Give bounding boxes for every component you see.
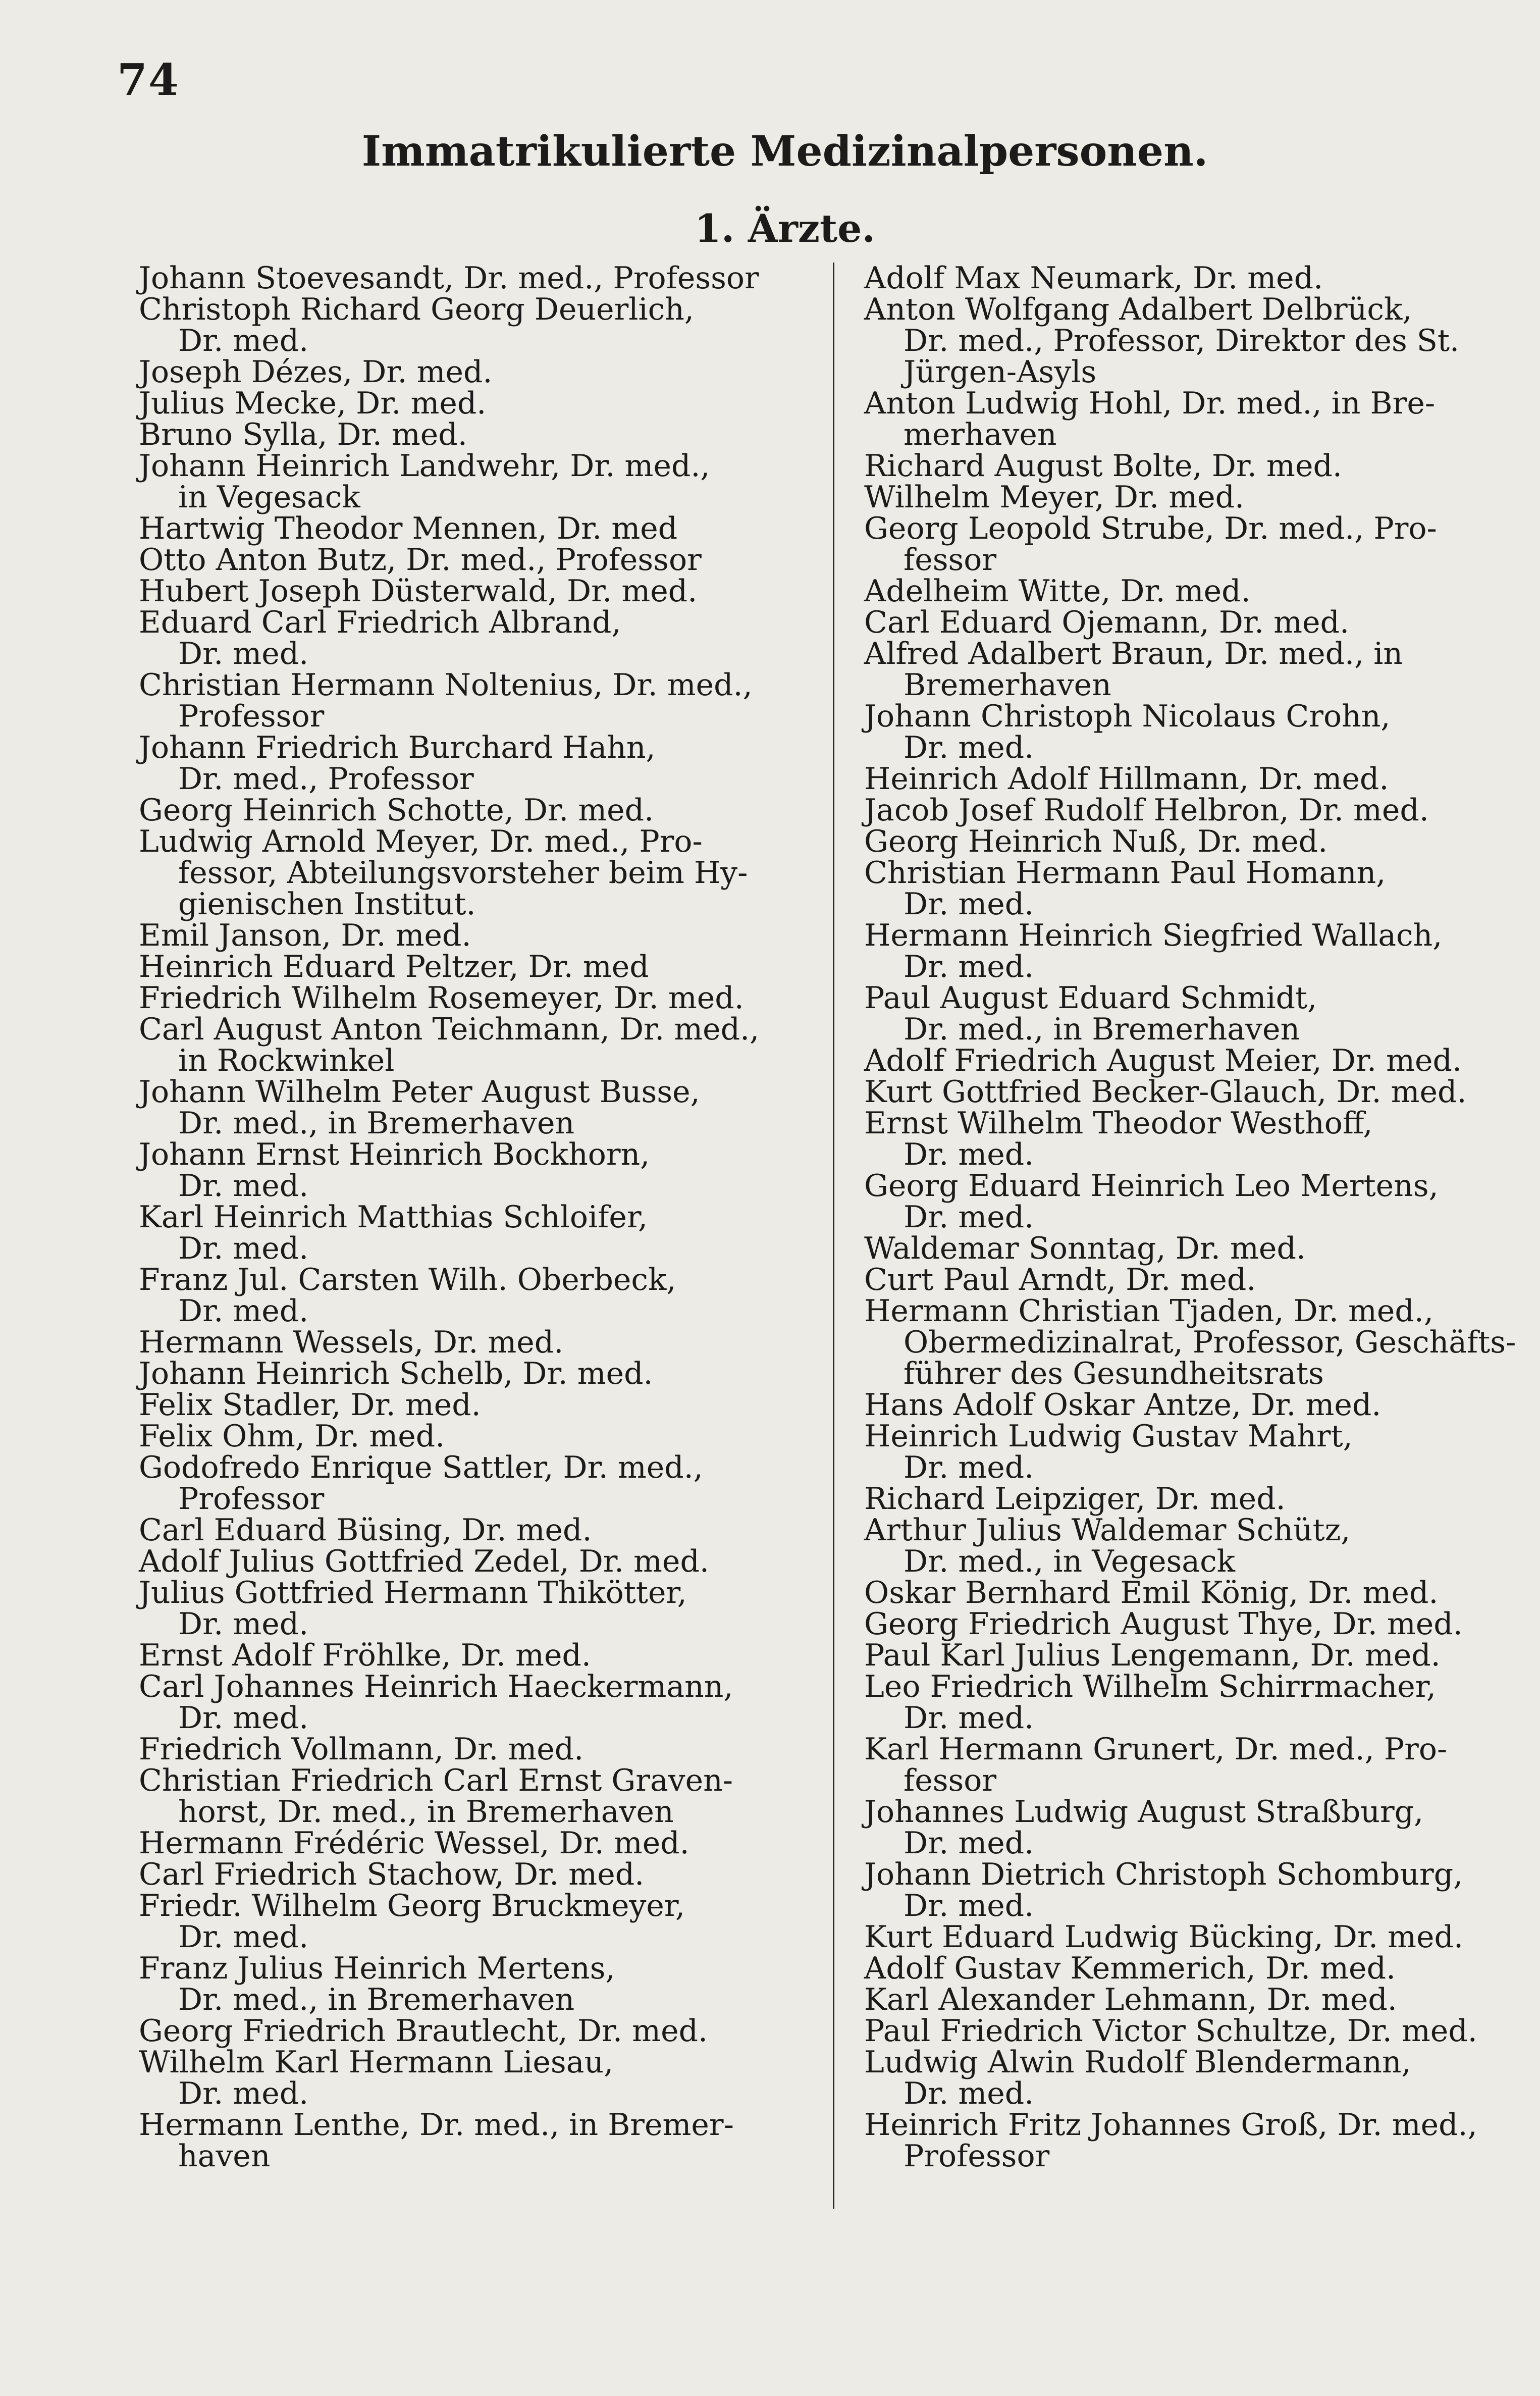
physician-entry bbox=[864, 1515, 1520, 1577]
physician-entry bbox=[139, 1452, 825, 1515]
entry-name-line: Julius Gottfried Hermann Thikötter, bbox=[139, 1575, 687, 1610]
physician-entry bbox=[139, 1577, 825, 1640]
physician-entry bbox=[139, 1828, 825, 1859]
entry-name-line: Adolf Max Neumark, Dr. med. bbox=[864, 261, 1323, 296]
physician-entry bbox=[139, 2015, 825, 2047]
entry-name-line: Carl Eduard Ojemann, Dr. med. bbox=[864, 605, 1350, 640]
entry-name-line: Karl Alexander Lehmann, Dr. med. bbox=[864, 1982, 1397, 2017]
physician-entry bbox=[139, 388, 825, 419]
physician-entry bbox=[139, 1515, 825, 1546]
entry-continuation-line: Dr. med. bbox=[904, 730, 1034, 765]
entry-continuation-line: Dr. med., in Vegesack bbox=[904, 1544, 1236, 1579]
physician-entry bbox=[864, 795, 1520, 826]
entry-continuation-line: Dr. med. bbox=[904, 949, 1034, 984]
entry-name-line: Oskar Bernhard Emil König, Dr. med. bbox=[864, 1575, 1439, 1610]
entry-name-line: Julius Mecke, Dr. med. bbox=[139, 386, 487, 421]
entry-name-line: Joseph Dézes, Dr. med. bbox=[139, 354, 493, 390]
entry-continuation-line: Dr. med., in Bremerhaven bbox=[178, 1982, 575, 2017]
physician-entry bbox=[139, 795, 825, 826]
entry-name-line: Heinrich Adolf Hillmann, Dr. med. bbox=[864, 761, 1389, 797]
entry-name-line: Paul Karl Julius Lengemann, Dr. med. bbox=[864, 1638, 1441, 1673]
entry-name-line: Johann Wilhelm Peter August Busse, bbox=[139, 1074, 700, 1110]
entry-name-line: Christian Friedrich Carl Ernst Graven- bbox=[139, 1763, 733, 1798]
physician-entry bbox=[864, 2109, 1520, 2172]
entry-continuation-line: merhaven bbox=[904, 417, 1057, 452]
entry-continuation-line: Dr. med., Professor bbox=[178, 761, 474, 797]
physician-entry bbox=[139, 450, 825, 513]
physician-entry bbox=[864, 2047, 1520, 2109]
physician-entry bbox=[864, 607, 1520, 638]
entry-name-line: Friedrich Vollmann, Dr. med. bbox=[139, 1732, 584, 1767]
entry-name-line: Felix Ohm, Dr. med. bbox=[139, 1419, 445, 1454]
entry-name-line: Georg Friedrich Brautlecht, Dr. med. bbox=[139, 2013, 708, 2049]
entry-continuation-line: Obermedizinalrat, Professor, Geschäfts- bbox=[904, 1325, 1516, 1360]
section-heading: 1. Ärzte. bbox=[695, 206, 875, 251]
physician-entry bbox=[139, 732, 825, 795]
entry-continuation-line: Dr. med., Professor, Direktor des St. bbox=[904, 323, 1460, 358]
physician-entry bbox=[139, 2109, 825, 2172]
entry-name-line: Kurt Gottfried Becker-Glauch, Dr. med. bbox=[864, 1074, 1467, 1110]
physician-entry bbox=[864, 450, 1520, 482]
entry-continuation-line: Dr. med. bbox=[904, 887, 1034, 922]
entry-name-line: Georg Leopold Strube, Dr. med., Pro- bbox=[864, 511, 1437, 546]
physician-entry bbox=[139, 356, 825, 388]
physician-entry bbox=[864, 576, 1520, 607]
physician-entry bbox=[139, 576, 825, 607]
physician-entry bbox=[864, 701, 1520, 763]
entry-name-line: Hermann Frédéric Wessel, Dr. med. bbox=[139, 1826, 689, 1861]
entry-name-line: Heinrich Ludwig Gustav Mahrt, bbox=[864, 1419, 1353, 1454]
physician-entry bbox=[864, 1108, 1520, 1170]
entry-name-line: Richard Leipziger, Dr. med. bbox=[864, 1481, 1286, 1517]
entry-name-line: Arthur Julius Waldemar Schütz, bbox=[864, 1513, 1351, 1548]
entry-name-line: Johann Stoevesandt, Dr. med., Professor bbox=[139, 261, 759, 296]
entry-name-line: Georg Eduard Heinrich Leo Mertens, bbox=[864, 1168, 1439, 1204]
entry-continuation-line: fessor bbox=[904, 1763, 997, 1798]
physician-entry bbox=[864, 1734, 1520, 1796]
entry-name-line: Johann Heinrich Landwehr, Dr. med., bbox=[139, 448, 710, 484]
entry-name-line: Ludwig Alwin Rudolf Blendermann, bbox=[864, 2045, 1411, 2080]
entry-name-line: Carl Johannes Heinrich Haeckermann, bbox=[139, 1669, 733, 1704]
physician-entry bbox=[864, 1233, 1520, 1264]
entry-name-line: Eduard Carl Friedrich Albrand, bbox=[139, 605, 621, 640]
entry-name-line: Johann Heinrich Schelb, Dr. med. bbox=[139, 1356, 653, 1391]
entry-name-line: Anton Ludwig Hohl, Dr. med., in Bre- bbox=[864, 386, 1436, 421]
physician-entry bbox=[139, 982, 825, 1014]
physician-entry bbox=[864, 1295, 1520, 1389]
entry-name-line: Christoph Richard Georg Deuerlich, bbox=[139, 292, 694, 327]
entry-continuation-line: Dr. med. bbox=[904, 1200, 1034, 1235]
page-number: 74 bbox=[117, 55, 180, 106]
physician-entry bbox=[139, 1358, 825, 1389]
entry-name-line: Johann Ernst Heinrich Bockhorn, bbox=[139, 1137, 650, 1172]
entry-name-line: Jacob Josef Rudolf Helbron, Dr. med. bbox=[864, 793, 1429, 828]
entry-continuation-line: fessor bbox=[904, 542, 997, 578]
entry-name-line: Johann Dietrich Christoph Schomburg, bbox=[864, 1857, 1463, 1892]
entry-name-line: Johannes Ludwig August Straßburg, bbox=[864, 1794, 1424, 1830]
entry-name-line: Ernst Wilhelm Theodor Westhoff, bbox=[864, 1106, 1373, 1141]
entry-continuation-line: gienischen Institut. bbox=[178, 887, 476, 922]
entry-name-line: Hermann Wessels, Dr. med. bbox=[139, 1325, 564, 1360]
right-column bbox=[864, 263, 1520, 2172]
entry-continuation-line: Professor bbox=[904, 2139, 1050, 2174]
physician-entry bbox=[139, 419, 825, 450]
entry-name-line: Adolf Friedrich August Meier, Dr. med. bbox=[864, 1043, 1462, 1078]
physician-entry bbox=[864, 982, 1520, 1045]
entry-continuation-line: Dr. med. bbox=[178, 636, 309, 671]
physician-entry bbox=[864, 1953, 1520, 1984]
entry-continuation-line: in Vegesack bbox=[178, 480, 360, 515]
entry-continuation-line: Jürgen-Asyls bbox=[904, 354, 1097, 390]
entry-name-line: Hartwig Theodor Mennen, Dr. med bbox=[139, 511, 678, 546]
entry-continuation-line: Dr. med. bbox=[178, 1231, 309, 1266]
physician-entry bbox=[139, 1076, 825, 1139]
entry-name-line: Adolf Gustav Kemmerich, Dr. med. bbox=[864, 1951, 1396, 1986]
physician-entry bbox=[864, 1671, 1520, 1734]
physician-entry bbox=[864, 482, 1520, 513]
physician-entry bbox=[864, 1984, 1520, 2015]
entry-continuation-line: Dr. med. bbox=[178, 1293, 309, 1329]
entry-name-line: Godofredo Enrique Sattler, Dr. med., bbox=[139, 1450, 703, 1485]
physician-entry bbox=[864, 920, 1520, 982]
physician-entry bbox=[864, 1421, 1520, 1483]
entry-continuation-line: Dr. med. bbox=[178, 323, 309, 358]
entry-continuation-line: Dr. med. bbox=[904, 2076, 1034, 2111]
physician-entry bbox=[864, 1170, 1520, 1233]
physician-entry bbox=[139, 1139, 825, 1202]
entry-name-line: Georg Heinrich Schotte, Dr. med. bbox=[139, 793, 654, 828]
physician-entry bbox=[139, 826, 825, 920]
physician-entry bbox=[864, 763, 1520, 795]
entry-name-line: Wilhelm Karl Hermann Liesau, bbox=[139, 2045, 614, 2080]
entry-name-line: Hermann Lenthe, Dr. med., in Bremer- bbox=[139, 2107, 734, 2143]
entry-name-line: Christian Hermann Noltenius, Dr. med., bbox=[139, 667, 753, 703]
physician-entry bbox=[864, 263, 1520, 294]
physician-entry bbox=[864, 1796, 1520, 1859]
entry-name-line: Adelheim Witte, Dr. med. bbox=[864, 574, 1251, 609]
entry-name-line: Franz Jul. Carsten Wilh. Oberbeck, bbox=[139, 1262, 676, 1297]
physician-entry bbox=[139, 1640, 825, 1671]
physician-entry bbox=[864, 2015, 1520, 2047]
physician-entry bbox=[139, 951, 825, 982]
physician-entry bbox=[139, 544, 825, 576]
entry-name-line: Hubert Joseph Düsterwald, Dr. med. bbox=[139, 574, 698, 609]
entry-name-line: Heinrich Eduard Peltzer, Dr. med bbox=[139, 949, 649, 984]
entry-name-line: Johann Friedrich Burchard Hahn, bbox=[139, 730, 656, 765]
entry-name-line: Heinrich Fritz Johannes Groß, Dr. med., bbox=[864, 2107, 1477, 2143]
entry-continuation-line: Dr. med., in Bremerhaven bbox=[178, 1106, 575, 1141]
physician-entry bbox=[139, 1890, 825, 1953]
entry-continuation-line: Dr. med. bbox=[904, 1137, 1034, 1172]
physician-entry bbox=[864, 1640, 1520, 1671]
entry-name-line: Leo Friedrich Wilhelm Schirrmacher, bbox=[864, 1669, 1436, 1704]
entry-continuation-line: Dr. med., in Bremerhaven bbox=[904, 1012, 1300, 1047]
page-title: Immatrikulierte Medizinalpersonen. bbox=[361, 127, 1208, 176]
entry-continuation-line: Dr. med. bbox=[904, 1826, 1034, 1861]
physician-entry bbox=[864, 1076, 1520, 1108]
entry-continuation-line: Dr. med. bbox=[178, 1168, 309, 1204]
entry-name-line: Wilhelm Meyer, Dr. med. bbox=[864, 480, 1245, 515]
entry-continuation-line: Dr. med. bbox=[904, 1888, 1034, 1923]
physician-entry bbox=[139, 1765, 825, 1828]
entry-continuation-line: Dr. med. bbox=[178, 1700, 309, 1736]
entry-name-line: Otto Anton Butz, Dr. med., Professor bbox=[139, 542, 702, 578]
entry-name-line: Paul Friedrich Victor Schultze, Dr. med. bbox=[864, 2013, 1477, 2049]
physician-entry bbox=[139, 669, 825, 732]
physician-entry bbox=[139, 1953, 825, 2015]
entry-name-line: Karl Heinrich Matthias Schloifer, bbox=[139, 1200, 648, 1235]
entry-name-line: Adolf Julius Gottfried Zedel, Dr. med. bbox=[139, 1544, 709, 1579]
physician-entry bbox=[139, 1389, 825, 1421]
physician-entry bbox=[864, 1577, 1520, 1608]
physician-entry bbox=[139, 1202, 825, 1264]
entry-name-line: Anton Wolfgang Adalbert Delbrück, bbox=[864, 292, 1412, 327]
physician-entry bbox=[139, 1327, 825, 1358]
physician-entry bbox=[139, 1546, 825, 1577]
entry-continuation-line: führer des Gesundheitsrats bbox=[904, 1356, 1324, 1391]
entry-name-line: Christian Hermann Paul Homann, bbox=[864, 855, 1386, 891]
entry-name-line: Hans Adolf Oskar Antze, Dr. med. bbox=[864, 1387, 1382, 1423]
entry-name-line: Karl Hermann Grunert, Dr. med., Pro- bbox=[864, 1732, 1448, 1767]
entry-name-line: Ernst Adolf Fröhlke, Dr. med. bbox=[139, 1638, 591, 1673]
physician-entry bbox=[139, 1014, 825, 1076]
physician-entry bbox=[139, 1671, 825, 1734]
entry-name-line: Bruno Sylla, Dr. med. bbox=[139, 417, 467, 452]
entry-name-line: Hermann Christian Tjaden, Dr. med., bbox=[864, 1293, 1433, 1329]
entry-name-line: Franz Julius Heinrich Mertens, bbox=[139, 1951, 615, 1986]
physician-entry bbox=[864, 638, 1520, 701]
physician-entry bbox=[139, 1734, 825, 1765]
entry-name-line: Alfred Adalbert Braun, Dr. med., in bbox=[864, 636, 1403, 671]
entry-name-line: Friedrich Wilhelm Rosemeyer, Dr. med. bbox=[139, 980, 744, 1016]
physician-entry bbox=[864, 826, 1520, 857]
entry-name-line: Waldemar Sonntag, Dr. med. bbox=[864, 1231, 1306, 1266]
entry-name-line: Georg Heinrich Nuß, Dr. med. bbox=[864, 824, 1328, 859]
physician-entry bbox=[864, 1921, 1520, 1953]
entry-continuation-line: Dr. med. bbox=[178, 1606, 309, 1642]
physician-entry bbox=[864, 1859, 1520, 1921]
entry-name-line: Hermann Heinrich Siegfried Wallach, bbox=[864, 918, 1443, 953]
entry-continuation-line: Professor bbox=[178, 1481, 325, 1517]
entry-continuation-line: horst, Dr. med., in Bremerhaven bbox=[178, 1794, 674, 1830]
entry-name-line: Carl August Anton Teichmann, Dr. med., bbox=[139, 1012, 760, 1047]
physician-entry bbox=[139, 263, 825, 294]
physician-entry bbox=[864, 1264, 1520, 1295]
entry-continuation-line: Professor bbox=[178, 699, 325, 734]
entry-continuation-line: Dr. med. bbox=[904, 1450, 1034, 1485]
physician-entry bbox=[139, 607, 825, 669]
physician-entry bbox=[864, 1045, 1520, 1076]
entry-name-line: Carl Friedrich Stachow, Dr. med. bbox=[139, 1857, 645, 1892]
entry-name-line: Curt Paul Arndt, Dr. med. bbox=[864, 1262, 1256, 1297]
physician-entry bbox=[139, 1421, 825, 1452]
entry-name-line: Georg Friedrich August Thye, Dr. med. bbox=[864, 1606, 1463, 1642]
physician-entry bbox=[139, 2047, 825, 2109]
entry-name-line: Carl Eduard Büsing, Dr. med. bbox=[139, 1513, 592, 1548]
entry-name-line: Johann Christoph Nicolaus Crohn, bbox=[864, 699, 1391, 734]
entry-name-line: Friedr. Wilhelm Georg Bruckmeyer, bbox=[139, 1888, 685, 1923]
physician-entry bbox=[864, 1483, 1520, 1515]
physician-entry bbox=[864, 388, 1520, 450]
entry-name-line: Richard August Bolte, Dr. med. bbox=[864, 448, 1342, 484]
physician-entry bbox=[139, 1264, 825, 1327]
physician-entry bbox=[139, 1859, 825, 1890]
entry-name-line: Felix Stadler, Dr. med. bbox=[139, 1387, 481, 1423]
left-column bbox=[139, 263, 825, 2172]
entry-name-line: Kurt Eduard Ludwig Bücking, Dr. med. bbox=[864, 1919, 1464, 1955]
column-divider bbox=[833, 263, 834, 2209]
entry-name-line: Emil Janson, Dr. med. bbox=[139, 918, 471, 953]
entry-continuation-line: Dr. med. bbox=[904, 1700, 1034, 1736]
entry-continuation-line: in Rockwinkel bbox=[178, 1043, 395, 1078]
physician-entry bbox=[864, 513, 1520, 576]
entry-continuation-line: Dr. med. bbox=[178, 2076, 309, 2111]
physician-entry bbox=[139, 294, 825, 356]
entry-continuation-line: fessor, Abteilungsvorsteher beim Hy- bbox=[178, 855, 748, 891]
entry-continuation-line: haven bbox=[178, 2139, 271, 2174]
entry-name-line: Ludwig Arnold Meyer, Dr. med., Pro- bbox=[139, 824, 703, 859]
physician-entry bbox=[139, 513, 825, 544]
physician-entry bbox=[864, 1608, 1520, 1640]
entry-name-line: Paul August Eduard Schmidt, bbox=[864, 980, 1317, 1016]
entry-continuation-line: Bremerhaven bbox=[904, 667, 1111, 703]
physician-entry bbox=[139, 920, 825, 951]
physician-entry bbox=[864, 857, 1520, 920]
physician-entry bbox=[864, 1389, 1520, 1421]
entry-continuation-line: Dr. med. bbox=[178, 1919, 309, 1955]
physician-entry bbox=[864, 294, 1520, 388]
